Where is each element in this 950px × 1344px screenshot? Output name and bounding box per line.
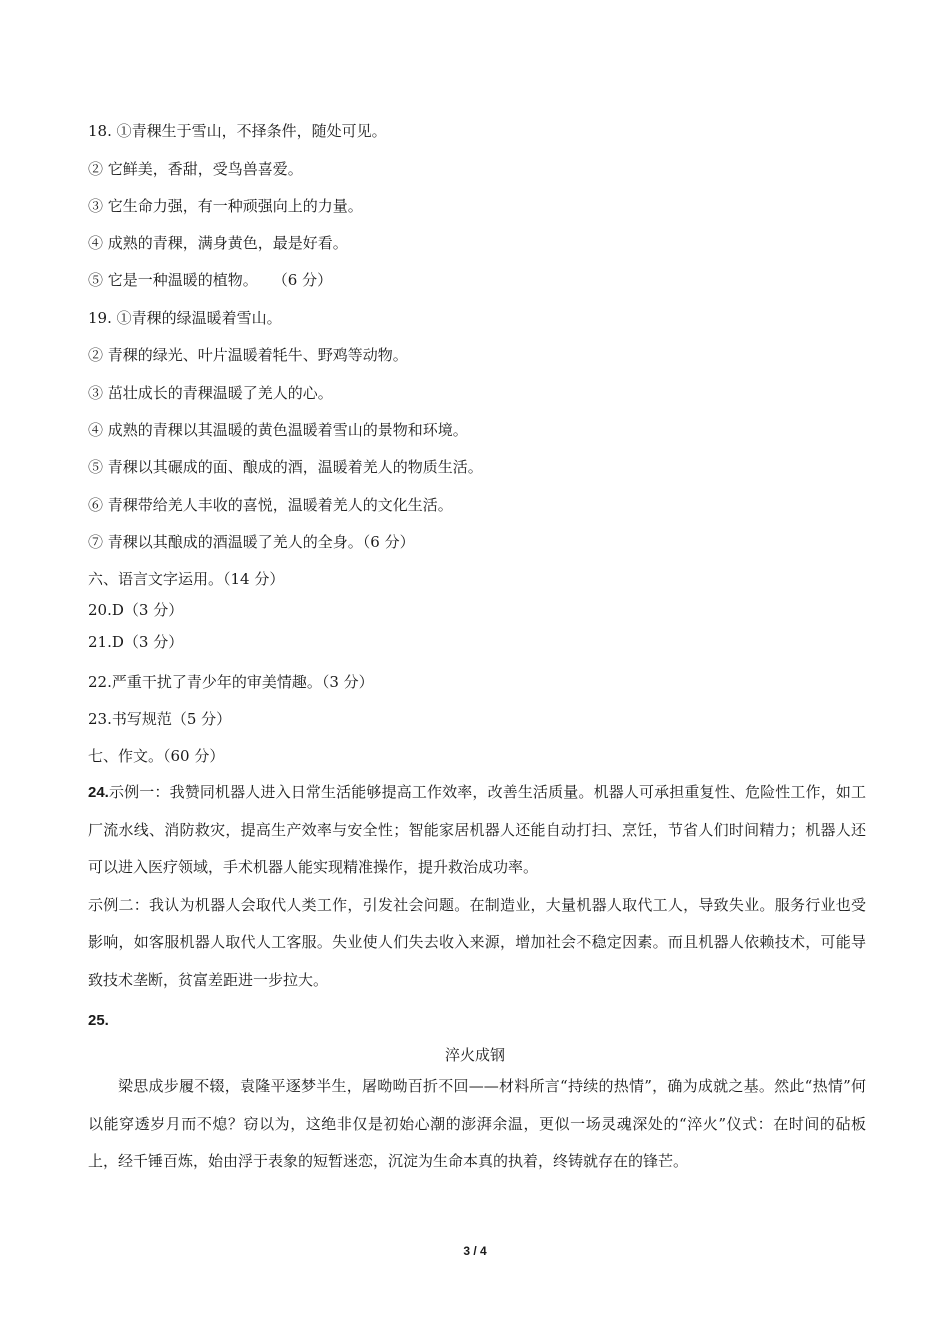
- q19-item-4: ④ 成熟的青稞以其温暖的黄色温暖着雪山的景物和环境。: [88, 421, 468, 439]
- q24-block: [88, 774, 866, 999]
- q19-item-1: 19. ①青稞的绿温暖着雪山。: [88, 309, 282, 327]
- q18-item-2: ② 它鲜美，香甜，受鸟兽喜爱。: [88, 160, 303, 178]
- q19-item-7: ⑦ 青稞以其酿成的酒温暖了羌人的全身。（6 分）: [88, 533, 415, 551]
- q24-example-1: [88, 774, 866, 887]
- q19-item-2: ② 青稞的绿光、叶片温暖着牦牛、野鸡等动物。: [88, 346, 408, 364]
- q18-item-3: ③ 它生命力强，有一种顽强向上的力量。: [88, 197, 363, 215]
- q18-item-5: ⑤ 它是一种温暖的植物。 （6 分）: [88, 271, 333, 289]
- essay-paragraph: 梁思成步履不辍，袁隆平逐梦半生，屠呦呦百折不回——材料所言“持续的热情”，确为成就之基。然此“热情”何以能穿透岁月而不熄？窃以为，这绝非仅是初始心潮的澎湃余温，更似一场灵魂深处的“淬火”仪式：在时间的砧板上，经千锤百炼，始由浮于表象的短暂迷恋，沉淀为生命本真的执着，终铸就存在的锋芒。: [88, 1077, 866, 1170]
- q20-answer: 20.D（3 分）: [88, 601, 184, 619]
- q22-answer: 22.严重干扰了青少年的审美情趣。（3 分）: [88, 673, 374, 691]
- q19-item-6: ⑥ 青稞带给羌人丰收的喜悦，温暖着羌人的文化生活。: [88, 496, 453, 514]
- q19-item-5: ⑤ 青稞以其碾成的面、酿成的酒，温暖着羌人的物质生活。: [88, 458, 483, 476]
- essay-body: [88, 1068, 866, 1181]
- q18-item-4: ④ 成熟的青稞，满身黄色，最是好看。: [88, 234, 348, 252]
- section7-heading: 七、作文。（60 分）: [88, 747, 225, 765]
- q19-item-3: ③ 茁壮成长的青稞温暖了羌人的心。: [88, 384, 333, 402]
- q24-example-1-text: 示例一：我赞同机器人进入日常生活能够提高工作效率，改善生活质量。机器人可承担重复性、危险性工作，如工厂流水线、消防救灾，提高生产效率与安全性；智能家居机器人还能自动打扫、烹饪，节省人们时间精力；机器人还可以进入医疗领域，手术机器人能实现精准操作，提升救治成功率。: [88, 783, 866, 876]
- q23-answer: 23.书写规范（5 分）: [88, 710, 232, 728]
- section6-heading: 六、语言文字运用。（14 分）: [88, 570, 285, 588]
- q18-item-1: 18. ①青稞生于雪山，不择条件，随处可见。: [88, 122, 387, 140]
- page-number: 3 / 4: [463, 1244, 487, 1258]
- q21-answer: 21.D（3 分）: [88, 633, 184, 651]
- q24-example-2: 示例二：我认为机器人会取代人类工作，引发社会问题。在制造业，大量机器人取代工人，导致失业。服务行业也受影响，如客服机器人取代人工客服。失业使人们失去收入来源，增加社会不稳定因素。而且机器人依赖技术，可能导致技术垄断，贫富差距进一步拉大。: [88, 895, 866, 989]
- q24-number: 24.: [88, 784, 109, 801]
- essay-title: 淬火成钢: [444, 1046, 505, 1064]
- q25-number: 25.: [88, 1012, 109, 1029]
